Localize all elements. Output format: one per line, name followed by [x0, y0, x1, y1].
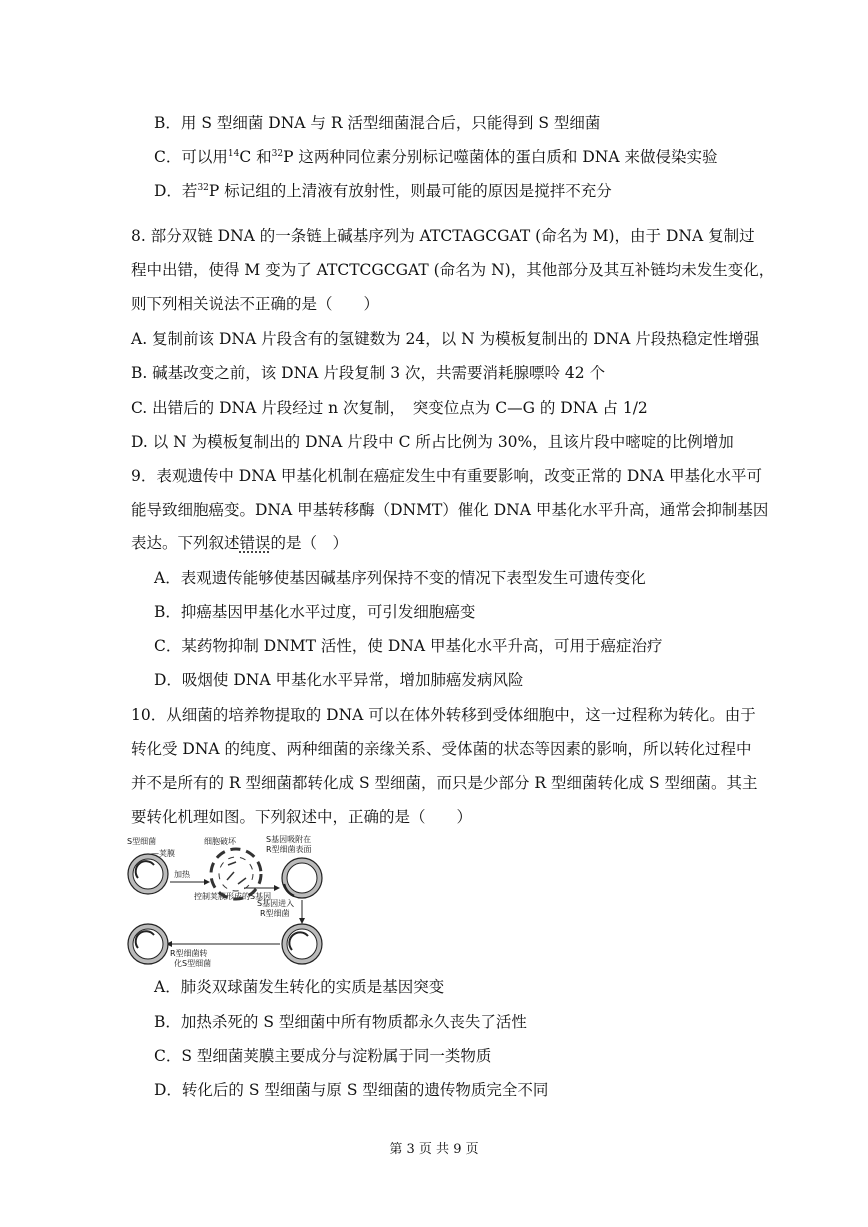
label-heat: 加热: [174, 870, 190, 879]
q10-stem-line-3: 并不是所有的 R 型细菌都转化成 S 型细菌，而只是少部分 R 型细菌转化成 S 型细菌。其主: [131, 774, 758, 792]
label-transform-1: R型细菌转: [170, 949, 208, 958]
r-cell-gene-inside: [282, 924, 322, 964]
q9-stem-line-2: 能导致细胞癌变。DNA 甲基转移酶（DNMT）催化 DNA 甲基化水平升高，通常会抑制基因: [131, 501, 769, 519]
s-cell-original: [128, 854, 168, 894]
q7-option-b: B．用 S 型细菌 DNA 与 R 活型细菌混合后，只能得到 S 型细菌: [154, 114, 601, 132]
q9-option-a: A．表观遗传能够使基因碱基序列保持不变的情况下表型发生可遗传变化: [154, 569, 646, 587]
q10-stem-line-4: 要转化机理如图。下列叙述中，正确的是（ ）: [131, 808, 473, 826]
q9-option-c: C．某药物抑制 DNMT 活性，使 DNA 甲基化水平升高，可用于癌症治疗: [154, 637, 663, 655]
q7-option-d: D．若$^{32}$P 标记组的上清液有放射性，则最可能的原因是搅拌不充分: [154, 182, 612, 200]
page-footer: 第 3 页 共 9 页: [389, 1142, 479, 1157]
q10-option-a: A．肺炎双球菌发生转化的实质是基因突变: [154, 978, 445, 996]
q10-option-b: B．加热杀死的 S 型细菌中所有物质都永久丧失了活性: [154, 1013, 527, 1031]
q8-stem-line-1: 8. 部分双链 DNA 的一条链上碱基序列为 ATCTAGCGAT (命名为 M)，由于 DNA 复制过: [131, 227, 755, 245]
arrow-head: [274, 885, 280, 891]
q9-stem-line-1: 9．表观遗传中 DNA 甲基化机制在癌症发生中有重要影响，改变正常的 DNA 甲基化水平可: [131, 467, 762, 485]
q9-option-b: B．抑癌基因甲基化水平过度，可引发细胞癌变: [154, 603, 476, 621]
q7-option-c: C．可以用$^{14}$C 和$^{32}$P 这两种同位素分别标记噬菌体的蛋白质和 DNA 来做侵染实验: [154, 148, 718, 166]
transformation-diagram: [124, 832, 334, 972]
q10-option-d: D．转化后的 S 型细菌与原 S 型细菌的遗传物质完全不同: [154, 1081, 549, 1099]
label-s-gene: 控制荚膜形成的S基因: [194, 892, 272, 901]
label-enter-1: S基因进入: [257, 899, 295, 908]
emphasis-wrong: 错误: [239, 534, 271, 552]
label-adsorb-1: S基因吸附在: [266, 835, 312, 844]
q10-option-c: C．S 型细菌荚膜主要成分与淀粉属于同一类物质: [154, 1047, 492, 1065]
q8-option-a: A. 复制前该 DNA 片段含有的氢键数为 24，以 N 为模板复制出的 DNA 片段热稳定性增强: [131, 330, 760, 348]
arrow-head: [299, 918, 305, 924]
q8-stem-line-2: 程中出错，使得 M 变为了 ATCTCGCGAT (命名为 N)，其他部分及其互补链均未发生变化，: [131, 261, 775, 279]
label-adsorb-2: R型细菌表面: [266, 845, 312, 854]
q9-option-d: D．吸烟使 DNA 甲基化水平异常，增加肺癌发病风险: [154, 671, 524, 689]
q8-option-b: B. 碱基改变之前，该 DNA 片段复制 3 次，共需要消耗腺嘌呤 42 个: [131, 364, 606, 382]
label-enter-2: R型细菌: [260, 909, 290, 918]
q10-stem-line-2: 转化受 DNA 的纯度、两种细菌的亲缘关系、受体菌的状态等因素的影响，所以转化过程中: [131, 740, 752, 758]
label-s-cell: S型细菌: [127, 837, 157, 846]
label-capsule: —荚膜: [151, 849, 175, 858]
q9-stem-line-3: 表达。下列叙述错误的是（ ）: [131, 534, 349, 552]
s-cell-transformed: [128, 924, 168, 964]
label-cell-broken: 细胞破坏: [204, 837, 236, 846]
arrow-head: [204, 879, 210, 885]
r-cell-adsorbed: [282, 858, 322, 898]
q10-stem-line-1: 10．从细菌的培养物提取的 DNA 可以在体外转移到受体细胞中，这一过程称为转化。由于: [131, 706, 756, 724]
q8-option-c: C. 出错后的 DNA 片段经过 n 次复制， 突变位点为 C—G 的 DNA 占 1/2: [131, 399, 648, 417]
q8-option-d: D. 以 N 为模板复制出的 DNA 片段中 C 所占比例为 30%，且该片段中嘧啶的比例增加: [131, 433, 734, 451]
label-transform-2: 化S型细菌: [174, 959, 212, 968]
q8-stem-line-3: 则下列相关说法不正确的是（ ）: [131, 295, 380, 313]
